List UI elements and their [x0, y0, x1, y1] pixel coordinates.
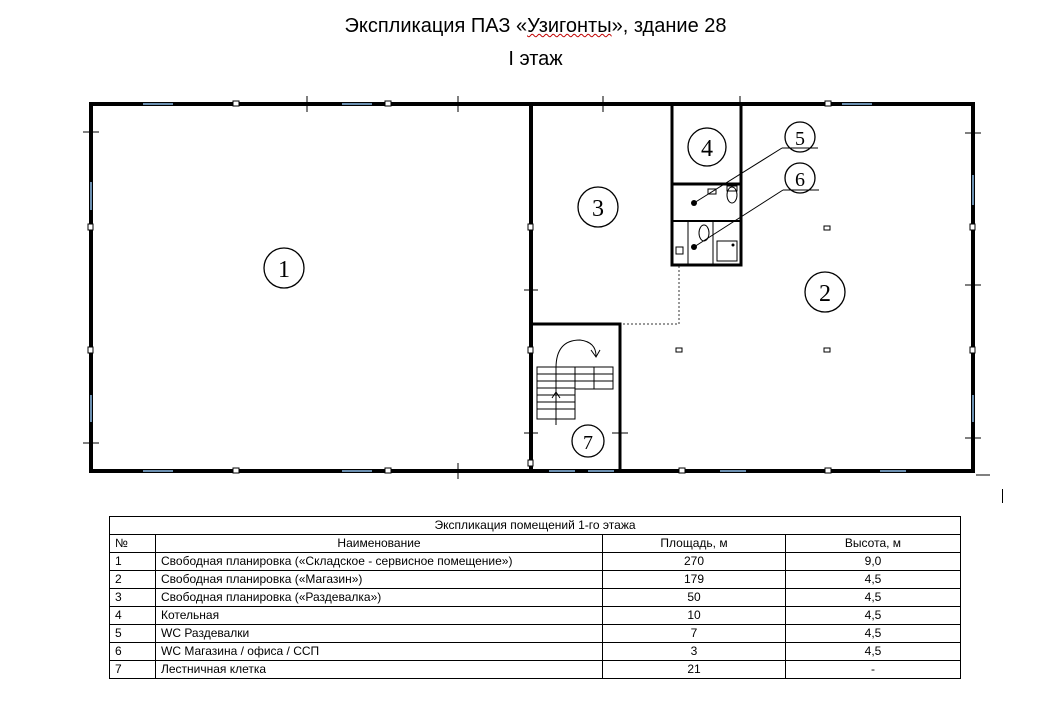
row-name: WC Раздевалки: [156, 625, 603, 643]
floor-title: I этаж: [508, 48, 563, 70]
staircase: [537, 340, 613, 425]
room-number-4: 4: [701, 136, 713, 162]
room-number-1: 1: [278, 257, 290, 283]
row-height: 4,5: [786, 589, 961, 607]
row-area: 179: [603, 571, 786, 589]
room-number-6: 6: [795, 169, 805, 191]
col-header-area: Площадь, м: [603, 535, 786, 553]
row-name: Котельная: [156, 607, 603, 625]
row-name: Свободная планировка («Магазин»): [156, 571, 603, 589]
row-num: 5: [110, 625, 156, 643]
text-cursor: [1002, 489, 1003, 503]
row-height: 4,5: [786, 571, 961, 589]
row-area: 10: [603, 607, 786, 625]
wc-block-wall: [672, 184, 741, 265]
table-row: [110, 571, 961, 589]
table-row: [110, 607, 961, 625]
room-number-5: 5: [795, 128, 805, 150]
row-area: 50: [603, 589, 786, 607]
room-number-2: 2: [819, 281, 831, 307]
table-row: [110, 625, 961, 643]
table-row: [110, 553, 961, 571]
row-num: 1: [110, 553, 156, 571]
row-name: Свободная планировка («Складское - сервисное помещение»): [156, 553, 603, 571]
row-num: 2: [110, 571, 156, 589]
title-spellcheck-word: Узигонты: [527, 15, 612, 37]
row-num: 6: [110, 643, 156, 661]
row-height: -: [786, 661, 961, 679]
explication-table: [109, 516, 961, 679]
row-area: 270: [603, 553, 786, 571]
row-name: WC Магазина / офиса / ССП: [156, 643, 603, 661]
row-area: 7: [603, 625, 786, 643]
row-num: 4: [110, 607, 156, 625]
table-header-row: [110, 535, 961, 553]
toilet-icon: [727, 187, 737, 203]
row-num: 3: [110, 589, 156, 607]
row-height: 4,5: [786, 625, 961, 643]
table-row: [110, 589, 961, 607]
row-name: Лестничная клетка: [156, 661, 603, 679]
title-part: Экспликация ПАЗ «: [344, 15, 528, 37]
row-area: 3: [603, 643, 786, 661]
sink-icon: [676, 247, 683, 254]
room-number-3: 3: [592, 196, 604, 222]
table-row: [110, 661, 961, 679]
leader-line: [694, 190, 783, 247]
row-num: 7: [110, 661, 156, 679]
table-caption-row: [110, 517, 961, 535]
row-area: 21: [603, 661, 786, 679]
col-header-height: Высота, м: [786, 535, 961, 553]
table-row: [110, 643, 961, 661]
table-caption: Экспликация помещений 1-го этажа: [110, 517, 961, 535]
row-height: 4,5: [786, 643, 961, 661]
row-height: 4,5: [786, 607, 961, 625]
row-height: 9,0: [786, 553, 961, 571]
room-number-7: 7: [583, 432, 593, 454]
row-name: Свободная планировка («Раздевалка»): [156, 589, 603, 607]
dotted-partition: [623, 265, 679, 324]
title-part: », здание 28: [611, 15, 727, 37]
col-header-num: №: [110, 535, 156, 553]
col-header-name: Наименование: [156, 535, 603, 553]
